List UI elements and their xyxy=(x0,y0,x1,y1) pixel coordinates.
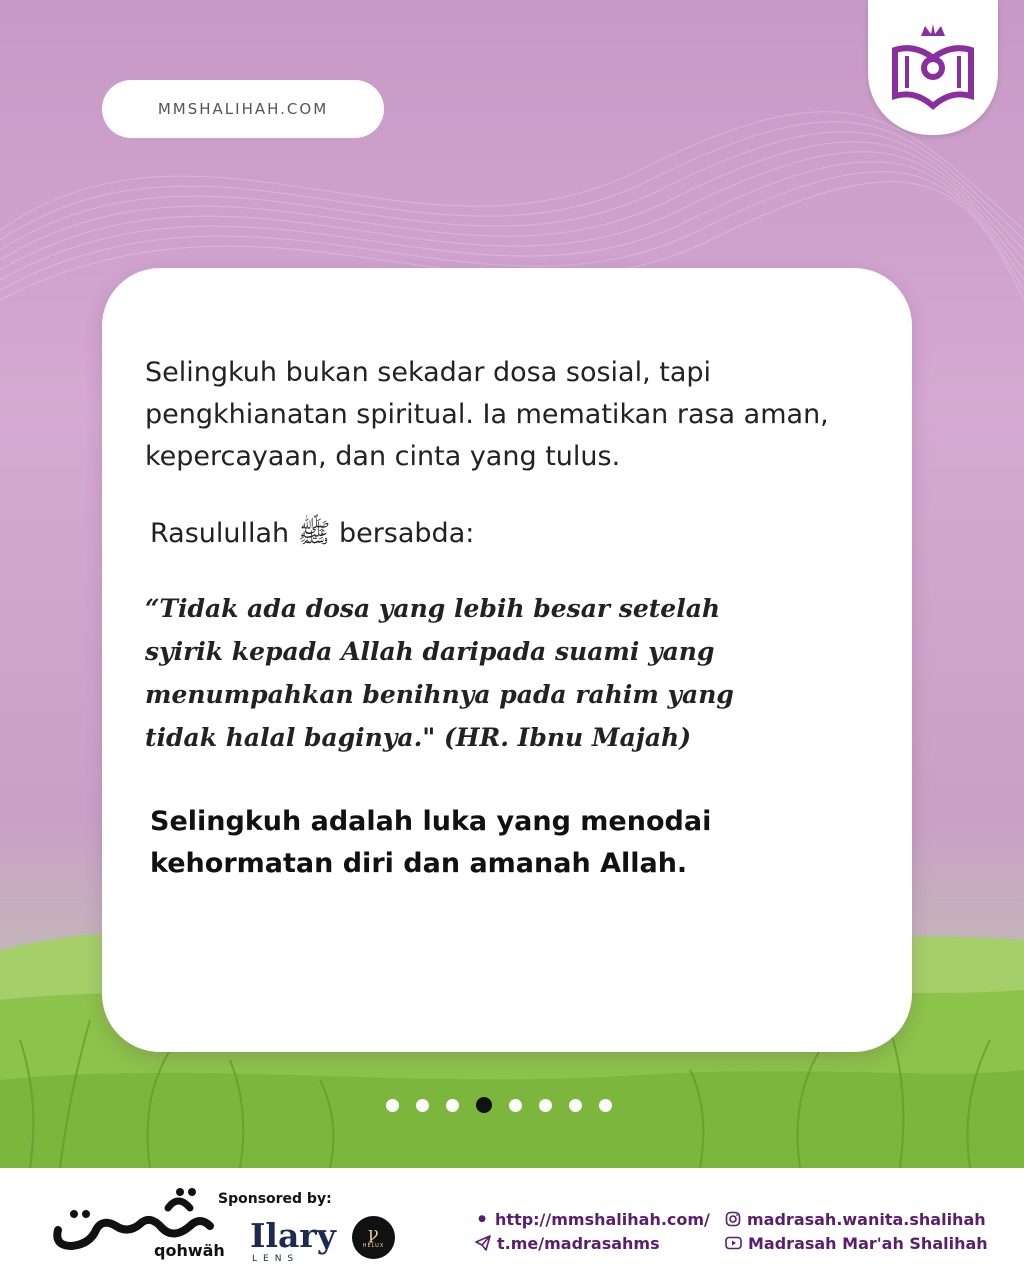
youtube-link-text: Madrasah Mar'ah Shalihah xyxy=(748,1233,988,1253)
youtube-link[interactable] xyxy=(725,1231,988,1255)
pagination-dot[interactable] xyxy=(446,1099,459,1112)
qohwah-label: qohwäh xyxy=(154,1241,225,1260)
ilary-logo-subtext: LENS xyxy=(252,1254,300,1264)
footer xyxy=(0,1168,1024,1280)
conclusion-paragraph: Selingkuh adalah luka yang menodai kehormatan diri dan amanah Allah. xyxy=(150,806,712,879)
ilary-lens-logo xyxy=(250,1218,336,1264)
pagination-dot[interactable] xyxy=(476,1097,492,1113)
website-link-text: http://mmshalihah.com/ xyxy=(495,1209,710,1229)
telegram-link[interactable] xyxy=(475,1231,710,1255)
web-icon: ● xyxy=(478,1214,486,1224)
pagination-dot[interactable] xyxy=(416,1099,429,1112)
madrasah-book-crown-logo-icon xyxy=(881,22,985,114)
telegram-link-text: t.me/madrasahms xyxy=(497,1233,660,1253)
social-links xyxy=(725,1207,988,1255)
pagination-dot[interactable] xyxy=(386,1099,399,1112)
website-url-label: MMSHALIHAH.COM xyxy=(157,100,329,118)
footer-links xyxy=(475,1207,710,1255)
sponsored-by-label: Sponsored by: xyxy=(218,1191,332,1207)
instagram-icon xyxy=(725,1211,741,1227)
pagination-dot[interactable] xyxy=(509,1099,522,1112)
youtube-icon xyxy=(725,1236,742,1250)
intro-paragraph: Selingkuh bukan sekadar dosa sosial, tapi pengkhianatan spiritual. Ia mematikan rasa aman, kepercayaan, dan cinta yang tulus. xyxy=(145,357,829,472)
telegram-icon xyxy=(475,1235,491,1251)
ilary-logo-text: Ilary xyxy=(250,1216,336,1255)
website-url-pill[interactable] xyxy=(102,80,384,138)
brand-logo-badge xyxy=(868,0,998,135)
helux-monogram-icon: ꝩ xyxy=(368,1224,379,1244)
content-card xyxy=(102,268,912,1052)
hadith-reference: (HR. Ibnu Majah) xyxy=(444,723,692,752)
pagination-dot[interactable] xyxy=(539,1099,552,1112)
prophet-line: Rasulullah ﷺ bersabda: xyxy=(150,518,475,549)
instagram-link[interactable] xyxy=(725,1207,988,1231)
helux-logo-text: HELUX xyxy=(362,1243,385,1249)
pagination-dots xyxy=(386,1096,612,1114)
instagram-link-text: madrasah.wanita.shalihah xyxy=(747,1209,986,1229)
hadith-quote-block xyxy=(145,587,745,759)
pagination-dot[interactable] xyxy=(599,1099,612,1112)
helux-logo xyxy=(352,1216,395,1259)
pagination-dot[interactable] xyxy=(569,1099,582,1112)
website-link[interactable] xyxy=(475,1207,710,1231)
hadith-quote-text: “Tidak ada dosa yang lebih besar setelah syirik kepada Allah daripada suami yang menumpahkan benihnya pada rahim yang tidak halal baginya." xyxy=(145,594,734,752)
